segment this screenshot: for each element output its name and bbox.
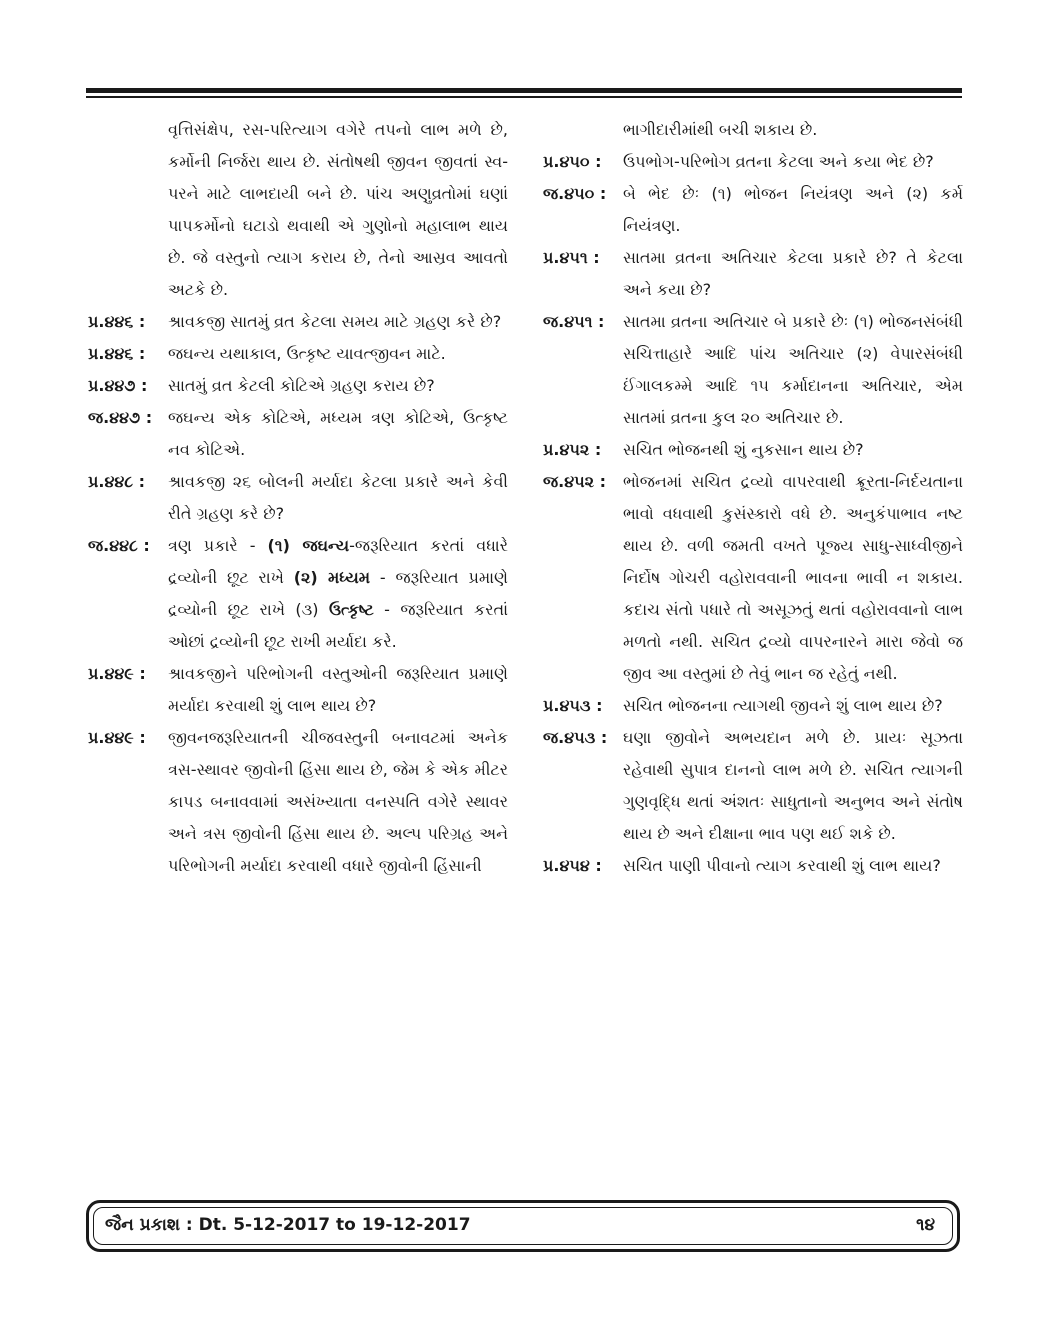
answer-bold-term: (૨) મધ્યમ (293, 568, 371, 587)
question-label: પ્ર.૪૫૧ : (543, 248, 600, 267)
header-rule-thick (86, 88, 962, 93)
question-text: સાતમા વ્રતના અતિચાર કેટલા પ્રકારે છે? તે કેટલા અને કયા છે? (623, 248, 963, 299)
answer-448 (88, 530, 508, 658)
right-column (543, 114, 963, 882)
answer-label: જ.૪૫૨ : (543, 472, 607, 491)
answer-bold-term: (૧) જઘન્ય (267, 536, 350, 555)
question-text: ઉપભોગ-પરિભોગ વ્રતના કેટલા અને કયા ભેદ છે? (623, 152, 934, 171)
answer-text: ઘણા જીવોને અભયદાન મળે છે. પ્રાયઃ સૂઝતા રહેવાથી સુપાત્ર દાનનો લાભ મળે છે. સચિત ત્યાગની ગુણવૃદ્ધિ થતાં અંશતઃ સાધુતાનો અનુભવ અને સંતોષ થાય છે અને દીક્ષાના ભાવ પણ થઈ શકે છે. (623, 728, 963, 843)
header-rule-thin (86, 96, 962, 98)
question-label: પ્ર.૪૪૬ : (88, 344, 146, 363)
answer-text: ભોજનમાં સચિત દ્રવ્યો વાપરવાથી ક્રૂરતા-નિર્દયતાના ભાવો વધવાથી કુસંસ્કારો વધે છે. અનુકંપાભાવ નષ્ટ થાય છે. વળી જમતી વખતે પૂજ્ય સાધુ-સાધ્વીજીને નિર્દોષ ગોચરી વહોરાવવાની ભાવના ભાવી ન શકાય. કદાચ સંતો પધારે તો અસૂઝતું થતાં વહોરાવવાનો લાભ મળતો નથી. સચિત દ્રવ્યો વાપરનારને મારા જેવો જ જીવ આ વસ્તુમાં છે તેવું ભાન જ રહેતું નથી. (623, 472, 963, 683)
question-447 (88, 370, 508, 402)
question-449b (88, 722, 508, 882)
footer-title: જૈન પ્રકાશ : Dt. 5-12-2017 to 19-12-2017 (105, 1215, 471, 1235)
question-label: પ્ર.૪૪૮ : (88, 472, 146, 491)
question-label: પ્ર.૪૫૦ : (543, 152, 602, 171)
question-label: પ્ર.૪૪૭ : (88, 376, 148, 395)
answer-453 (543, 722, 963, 850)
answer-447 (88, 402, 508, 466)
answer-label: જ.૪૪૮ : (88, 536, 150, 555)
answer-text: બે ભેદ છેઃ (૧) ભોજન નિયંત્રણ અને (૨) કર્મ નિયંત્રણ. (623, 184, 963, 235)
question-text: શ્રાવકજી ૨૬ બોલની મર્યાદા કેટલા પ્રકારે અને કેવી રીતે ગ્રહણ કરે છે? (168, 472, 508, 523)
question-text: સચિત ભોજનના ત્યાગથી જીવને શું લાભ થાય છે? (623, 696, 943, 715)
left-column (88, 114, 508, 882)
question-454 (543, 850, 963, 882)
question-text: જીવનજરૂરિયાતની ચીજવસ્તુની બનાવટમાં અનેક ત્રસ-સ્થાવર જીવોની હિંસા થાય છે, જેમ કે એક મીટર કાપડ બનાવવામાં અસંખ્યાતા વનસ્પતિ વગેરે સ્થાવર અને ત્રસ જીવોની હિંસા થાય છે. અલ્પ પરિગ્રહ અને પરિભોગની મર્યાદા કરવાથી વધારે જીવોની હિંસાની (168, 728, 508, 875)
question-label: પ્ર.૪૪૬ : (88, 312, 146, 331)
question-450 (543, 146, 963, 178)
answer-text-part: ત્રણ પ્રકારે - (168, 536, 268, 555)
answer-label: જ.૪૫૧ : (543, 312, 605, 331)
question-label: પ્ર.૪૫૨ : (543, 440, 602, 459)
answer-text: સાતમા વ્રતના અતિચાર બે પ્રકારે છેઃ (૧) ભોજનસંબંધી સચિત્તાહારે આદિ પાંચ અતિચાર (૨) વેપારસંબંધી ઈંગાલકમ્મે આદિ ૧૫ કર્માદાનના અતિચાર, એમ સાતમાં વ્રતના કુલ ૨૦ અતિચાર છે. (623, 312, 963, 427)
question-label: પ્ર.૪૫૩ : (543, 696, 603, 715)
question-449a (88, 658, 508, 722)
answer-text-part: - જરૂરિયાત કરતાં ઓછાં દ્રવ્યોની છૂટ રાખી મર્યાદા કરે. (168, 600, 508, 651)
answer-450 (543, 178, 963, 242)
answer-text-part: -જરૂરિયાત કરતાં વધારે દ્રવ્યોની છૂટ રાખે (168, 536, 508, 587)
answer-452 (543, 466, 963, 690)
answer-label: જ.૪૫૦ : (543, 184, 607, 203)
question-446b (88, 338, 508, 370)
answer-text: જઘન્ય એક કોટિએ, મધ્યમ ત્રણ કોટિએ, ઉત્કૃષ્ટ નવ કોટિએ. (168, 408, 508, 459)
question-label: પ્ર.૪૫૪ : (543, 856, 602, 875)
answer-text (168, 530, 508, 658)
answer-label: જ.૪૪૭ : (88, 408, 153, 427)
question-label: પ્ર.૪૪૯ : (88, 664, 146, 683)
question-text: સચિત ભોજનથી શું નુકસાન થાય છે? (623, 440, 864, 459)
question-text: શ્રાવકજીને પરિભોગની વસ્તુઓની જરૂરિયાત પ્રમાણે મર્યાદા કરવાથી શું લાભ થાય છે? (168, 664, 508, 715)
question-446a (88, 306, 508, 338)
footer-frame (86, 1200, 960, 1252)
question-text: શ્રાવકજી સાતમું વ્રત કેટલા સમય માટે ગ્રહણ કરે છે? (168, 312, 502, 331)
paragraph-continuation: ભાગીદારીમાંથી બચી શકાય છે. (623, 120, 818, 139)
question-451 (543, 242, 963, 306)
answer-451 (543, 306, 963, 434)
question-text: જઘન્ય યથાકાલ, ઉત્કૃષ્ટ યાવત્જીવન માટે. (168, 344, 446, 363)
question-text: સચિત પાણી પીવાનો ત્યાગ કરવાથી શું લાભ થાય? (623, 856, 941, 875)
question-453 (543, 690, 963, 722)
answer-text-part: - જરૂરિયાત પ્રમાણે દ્રવ્યોની છૂટ રાખે (૩) (168, 568, 508, 619)
question-label: પ્ર.૪૪૯ : (88, 728, 146, 747)
paragraph-continuation: વૃત્તિસંક્ષેપ, રસ-પરિત્યાગ વગેરે તપનો લાભ મળે છે, કર્મોની નિર્જરા થાય છે. સંતોષથી જીવન જીવતાં સ્વ-પરને માટે લાભદાયી બને છે. પાંચ અણુવ્રતોમાં ઘણાં પાપકર્મોનો ઘટાડો થવાથી એ ગુણોનો મહાલાભ થાય છે. જે વસ્તુનો ત્યાગ કરાય છે, તેનો આસ્રવ આવતો અટકે છે. (168, 120, 508, 299)
answer-label: જ.૪૫૩ : (543, 728, 608, 747)
answer-bold-term: ઉત્કૃષ્ટ (328, 600, 374, 619)
page-number: ૧૪ (916, 1215, 935, 1235)
question-text: સાતમું વ્રત કેટલી કોટિએ ગ્રહણ કરાય છે? (168, 376, 435, 395)
question-452 (543, 434, 963, 466)
question-448 (88, 466, 508, 530)
